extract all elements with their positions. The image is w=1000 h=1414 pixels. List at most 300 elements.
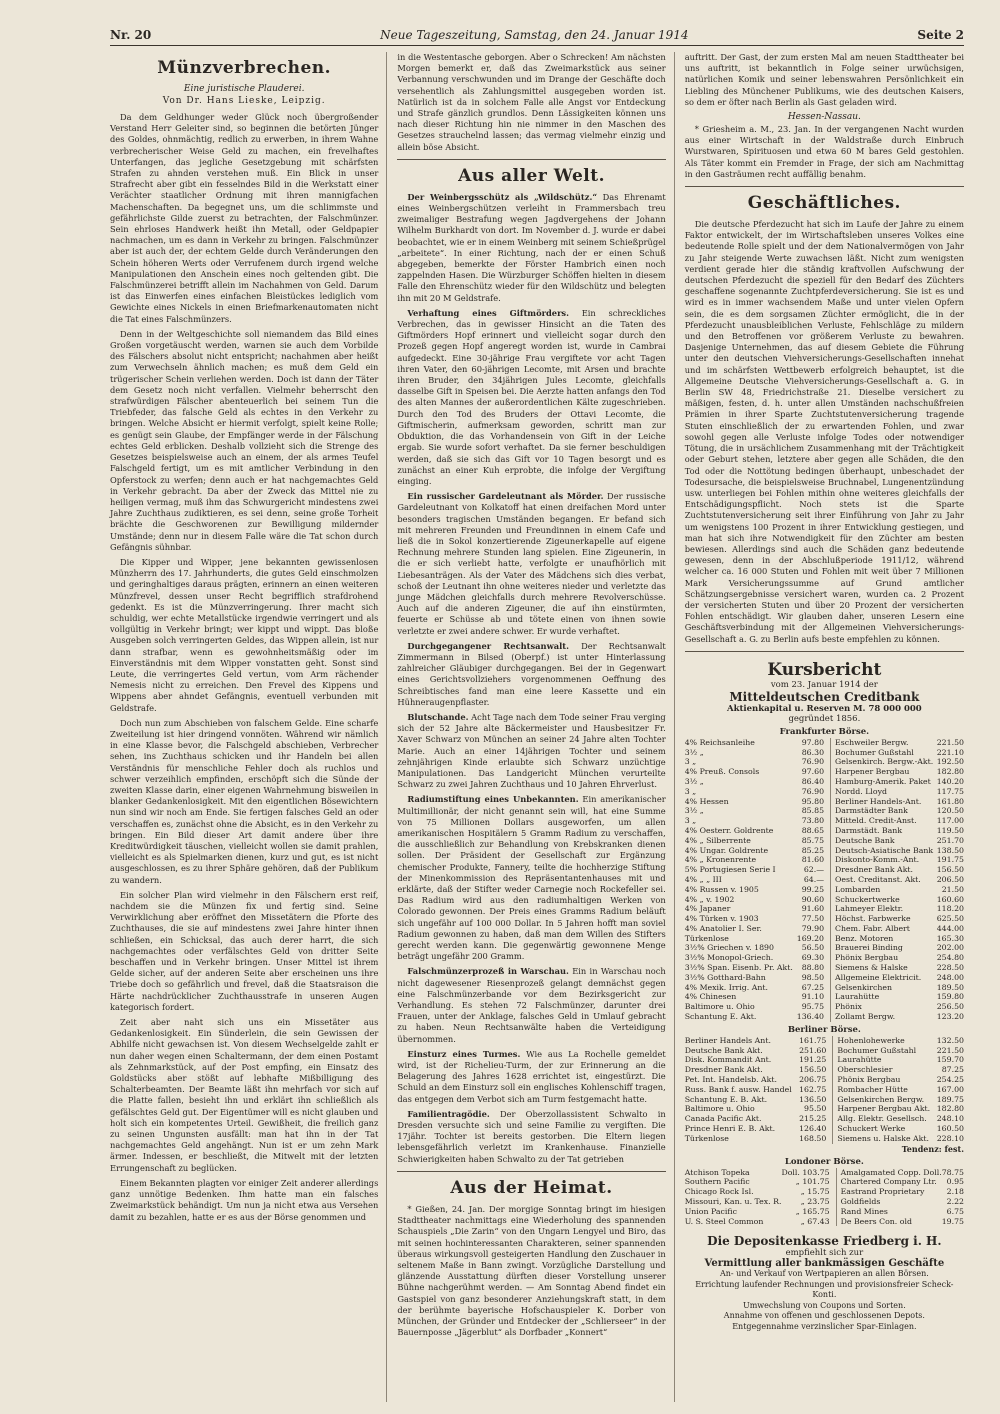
security-price: „ 101.75 xyxy=(781,1177,836,1187)
security-price: 118.20 xyxy=(936,904,965,914)
article-subtitle: Eine juristische Plauderei. xyxy=(183,84,305,94)
security-name: Chartered Company Ltr. xyxy=(840,1177,937,1187)
section-title-aus-der-heimat: Aus der Heimat. xyxy=(450,1177,613,1198)
security-name: Southern Pacific xyxy=(684,1177,750,1187)
security-price: 69.30 xyxy=(796,953,831,963)
security-name: Hohenlohewerke xyxy=(837,1035,905,1045)
divider xyxy=(685,186,964,187)
security-name: Schantung E. Akt. xyxy=(684,1012,757,1022)
security-price: 156.50 xyxy=(797,1065,833,1075)
section-title-geschaeftliches: Geschäftliches. xyxy=(747,193,901,214)
security-name: Siemens & Halske xyxy=(835,963,908,973)
security-price: 67.25 xyxy=(796,983,831,993)
security-price: 95.80 xyxy=(796,797,831,807)
stock-report-date: vom 23. Januar 1914 der xyxy=(770,679,878,690)
quote-row xyxy=(685,1012,964,1022)
security-name: Nordd. Lloyd xyxy=(835,786,887,796)
security-name: 3½ „ xyxy=(684,776,704,786)
security-name: Gelsenkirch. Bergw.-Akt. xyxy=(835,757,934,767)
security-price: 86.30 xyxy=(796,748,831,758)
security-name: Türkenlose xyxy=(684,933,729,943)
security-price: 95.75 xyxy=(796,1002,831,1012)
security-price: 167.00 xyxy=(936,1084,965,1094)
security-price: 228.10 xyxy=(936,1133,965,1143)
security-name: Pet. Int. Handelsb. Akt. xyxy=(684,1075,777,1085)
quote-row xyxy=(685,1065,964,1075)
quote-row xyxy=(685,885,964,895)
advert-subtitle: empfiehlt sich zur xyxy=(785,1248,864,1259)
security-price: 77.50 xyxy=(796,914,831,924)
news-head: Einsturz eines Turmes. xyxy=(407,1048,521,1059)
security-price: 21.50 xyxy=(941,884,965,894)
quotes-table-berlin xyxy=(685,1036,964,1144)
security-name: Laurahütte xyxy=(835,992,880,1002)
security-name: Phönix Bergbau xyxy=(835,953,899,963)
security-price: 120.50 xyxy=(936,806,965,816)
security-name: Canada Pacific Akt. xyxy=(684,1114,762,1124)
security-price: 159.70 xyxy=(936,1055,965,1065)
security-name: Dresdner Bank Akt. xyxy=(835,865,914,875)
divider xyxy=(397,159,665,160)
security-price: 79.90 xyxy=(796,924,831,934)
quote-row xyxy=(685,973,964,983)
region-heading: Hessen-Nassau. xyxy=(787,112,861,123)
quote-row xyxy=(685,816,964,826)
security-name: 4% Preuß. Consols xyxy=(684,767,760,777)
security-price: 90.60 xyxy=(796,895,831,905)
security-name: Harpener Bergbau xyxy=(835,767,910,777)
news-item xyxy=(397,308,665,487)
security-price: 182.80 xyxy=(936,767,965,777)
security-name: Phönix xyxy=(835,1002,862,1012)
security-price: 136.50 xyxy=(797,1095,833,1105)
security-name: Lahmeyer Elektr. xyxy=(835,904,904,914)
security-price: 99.25 xyxy=(796,885,831,895)
security-price: 2.18 xyxy=(946,1187,965,1197)
quote-row xyxy=(685,865,964,875)
security-price: 81.60 xyxy=(796,855,831,865)
news-head: Falschmünzerprozeß in Warschau. xyxy=(407,966,569,977)
security-name: Darmstädter Bank xyxy=(835,806,908,816)
security-name: Schuckert Werke xyxy=(837,1124,906,1134)
security-price: 78.75 xyxy=(941,1167,965,1177)
quote-row xyxy=(685,1095,964,1105)
security-name: Darmstädt. Bank xyxy=(835,825,903,835)
news-text: Ein in Warschau noch nicht dagewesener Riesenprozeß gelangt demnächst gegen eine Falschmünzerbande vor dem Bezirksgericht zur Verhandlung. Es stehen 72 Falschmünzer, darunter drei Frauen, unter der Anklage, falsches Geld in Umlauf gebracht zu haben. Neun Rechtsanwälte haben die Verteidigung übernommen. xyxy=(397,966,666,1044)
security-name: Berliner Handels Ant. xyxy=(684,1035,771,1045)
advert-title: Die Depositenkasse Friedberg i. H. xyxy=(707,1234,942,1249)
security-name: 3½% Span. Eisenb. Pr. Akt. xyxy=(684,963,793,973)
security-price: 228.50 xyxy=(936,963,965,973)
security-price: 64.— xyxy=(796,875,831,885)
news-head: Der Weinbergsschütz als „Wildschütz.“ xyxy=(407,191,598,202)
quote-row xyxy=(685,738,964,748)
security-price: 162.75 xyxy=(797,1085,833,1095)
quote-row xyxy=(685,1187,964,1197)
exchange-heading-frankfurt: Frankfurter Börse. xyxy=(779,726,870,737)
security-name: Deutsch-Asiatische Bank xyxy=(835,845,934,855)
security-name: 3 „ xyxy=(684,757,697,767)
security-name: Gelsenkirchen xyxy=(835,982,892,992)
article-paragraph: Zeit aber naht sich uns ein Missetäter aus Gedankenlosigkeit. Ein Sünderlein, die sein Gewissen der Abhilfe nicht gewachsen ist. Von diesem Wechselgelde zahlt er nun daher wegen einen Schaltermann, der dem einen Postamt als Zehnmarkstück, auf der Post empfing, ein Einsatz des Goldstücks aber stößt auf lebhafte Mißbilligung des Schalterbeamten. Der Beamte läßt ihn mehrfach vor sich auf die Platte fallen, besieht ihn und erklärt ihn schließlich als gefälschtes Geld gut. Der Eigentümer will es nicht glauben und holt sich ein kompetentes Urteil. Gewißheit, die freilich ganz zu seinen Ungunsten ausfällt: man hat ihn in der Tat nachgemachtes Geld angehängt. Nun ist er um zehn Mark ärmer. Indessen, er beschließt, die Mitwelt mit der letzten Errungenschaft zu beglücken. xyxy=(110,1017,379,1173)
news-text: Ein schreckliches Verbrechen, das in gewisser Hinsicht an die Taten des Giftmörders Hopf erinnert und vielleicht sogar durch den Prozeß gegen Hopf angeregt worden ist, wurde in Cambrai aufgedeckt. Eine 30-jährige Frau vergiftete vor acht Tagen ihren Vater, den 60-jährigen Lecomte, mit Arsen und brachte ihren Bruder, den 34jährigen Jules Lecomte, gleichfalls dasselbe Gift in Speisen bei. Die Aerzte hatten anfangs den Tod des alten Mannes der außerordentlichen Kälte zugeschrieben. Durch den Tod des Bruders der Ottavi Lecomte, die Giftmischerin, aufmerksam geworden, schritt man zur Obduktion, die das Vorhandensein von Gift in der Leiche ergab. Sie wurde sofort verhaftet. Da sie ferner beschuldigen werden, daß sie sich das Gift vor 10 Tagen besorgt und es zunächst an einer Kuh erprobte, die infolge der Vergiftung einging. xyxy=(397,307,666,486)
quote-row xyxy=(685,757,964,767)
quote-row xyxy=(685,1085,964,1095)
quote-row xyxy=(685,1168,964,1178)
news-item xyxy=(397,966,665,1044)
security-price: 182.80 xyxy=(936,1104,965,1114)
security-name: Oberschlesier xyxy=(837,1065,893,1075)
security-price: 138.50 xyxy=(936,845,965,855)
quote-row xyxy=(685,1114,964,1124)
advert-line: Entgegennahme verzinslicher Spar-Einlagen. xyxy=(732,1321,917,1331)
security-name: 3½% Gotthard-Bahn xyxy=(684,972,766,982)
security-name: 4% Oesterr. Goldrente xyxy=(684,825,774,835)
news-item xyxy=(397,1049,665,1105)
security-price: 256.50 xyxy=(936,1002,965,1012)
security-price: „ 15.75 xyxy=(781,1187,836,1197)
column-2 xyxy=(397,52,674,1402)
news-head: Verhaftung eines Giftmörders. xyxy=(407,307,569,318)
security-price: 6.75 xyxy=(946,1206,965,1216)
security-name: 3½% Monopol-Griech. xyxy=(684,953,774,963)
security-price: 73.80 xyxy=(796,816,831,826)
quote-row xyxy=(685,943,964,953)
security-name: Lombarden xyxy=(835,884,881,894)
security-price: 189.50 xyxy=(936,982,965,992)
security-price: 159.80 xyxy=(936,992,965,1002)
security-price: 117.75 xyxy=(936,786,965,796)
quote-row xyxy=(685,924,964,934)
security-name: Baltimore u. Ohio xyxy=(684,1002,755,1012)
security-name: Prince Henri E. B. Akt. xyxy=(684,1124,776,1134)
news-item xyxy=(397,491,665,637)
security-price: 254.80 xyxy=(936,953,965,963)
security-price: 189.75 xyxy=(936,1094,965,1104)
security-name: 3 „ xyxy=(684,786,697,796)
news-head: Radiumstiftung eines Unbekannten. xyxy=(407,794,579,805)
security-name: 3½ „ xyxy=(684,747,704,757)
security-name: Allgemeine Elektricit. xyxy=(835,972,922,982)
local-news-item: * Gießen, 24. Jan. Der morgige Sonntag bringt im hiesigen Stadttheater nachmittags eine Wiederholung des spannenden Schauspiels „Die Zarin“ von den Ungarn Lengyel und Biro, das mit seinen hochinteressanten Charakteren, seiner spannenden überaus wirkungsvoll gesteigerten Handlung den Zuschauer in seltenem Maße in Bann zwingt. Vorzügliche Darstellung und glänzende Ausstattung dürften dieser Vorstellung unserer Bühne nachgerühmt werden. — Am Sonntag Abend findet ein Gastspiel von ganz besonderer Anziehungskraft statt, in dem der berühmte bayerische Hofschauspieler K. Dorber von München, der Gründer und Entdecker der „Schlierseer“ in der Bauernposse „Jägerblut“ als Dorfbader „Konnert“ xyxy=(397,1203,666,1338)
security-name: Diskonto-Komm.-Ant. xyxy=(835,855,920,865)
security-price: 85.25 xyxy=(796,846,831,856)
security-price: 97.80 xyxy=(796,738,831,748)
security-price: 444.00 xyxy=(936,923,965,933)
security-name: 4% Türken v. 1903 xyxy=(684,914,759,924)
security-name: Russ. Bank f. ausw. Handel xyxy=(684,1084,792,1094)
columns xyxy=(110,52,964,1402)
quote-row xyxy=(685,983,964,993)
column-3 xyxy=(685,52,964,1402)
bank-capital: Aktienkapital u. Reserven M. 78 000 000 xyxy=(727,703,922,714)
security-name: 4% Russen v. 1905 xyxy=(684,884,759,894)
masthead xyxy=(110,28,964,46)
security-price: 140.20 xyxy=(936,776,965,786)
article-title-muenzverbrechen: Münzverbrechen. xyxy=(157,58,332,78)
quote-row xyxy=(685,1134,964,1144)
bank-founded: gegründet 1856. xyxy=(788,713,861,724)
quote-row xyxy=(685,895,964,905)
business-article: Die deutsche Pferdezucht hat sich im Laufe der Jahre zu einem Faktor entwickelt, der im Wirtschaftsleben unseres Volkes eine bedeutende Rolle spielt und der dem Nationalvermögen von Jahr zu Jahr steigende Werte zuwachsen läßt. Nicht zum wenigsten verdient gerade hier die ständig kraftvollen Aufschwung der deutschen Pferdezucht die speziell für den Bedarf des Züchters geschaffene sogenannte Zuchtpferdeversicherung. Sie ist es und wird es in immer wachsendem Maße und unter vielen Opfern sein, die es dem sorgsamen Züchter ermöglicht, die in der Pferdezucht unausbleiblichen Verluste, Fehlschläge zu mildern und den Betroffenen vor größerem Verluste zu bewahren. Dasjenige Unternehmen, das auf diesem Gebiete die Führung unter den deutschen Viehversicherungs-Gesellschaften innehat und im schärfsten Wettbewerb erfolgreich behauptet, ist die Allgemeine Deutsche Viehversicherungs-Gesellschaft a. G. in Berlin SW 48, Friedrichstraße 21. Dieselbe versichert zu mäßigen, festen, d. h. unter allen Umständen nachschußfreien Prämien in ihrer Sparte Zuchtstutenversicherung tragende Stuten einschließlich der zu erwartenden Fohlen, und zwar sowohl gegen alle Verluste infolge Todes oder notwendiger Tötung, die in ursächlichem Zusammenhang mit der Trächtigkeit oder Geburt stehen, letztere aber gegen alle Schäden, die den Tod oder die Nottötung bedingen überhaupt, unbeschadet der Todesursache, die beispielsweise Bruchnabel, Lungenentzündung usw. unterliegen bei Fohlen mithin ohne weiteres gleichfalls der Entschädigungspflicht. Noch stets ist die Sparte Zuchtstutenversicherung seit ihrer Einführung von Jahr zu Jahr um wenigstens 100 Prozent in ihrer Entwicklung gestiegen, und man hat sich ihre Notwendigkeit für den Züchter am besten bewiesen. Allerdings sind auch die Schäden ganz bedeutende gewesen, denn in der Abschlußperiode 1911/12, während welcher ca. 16 000 Stuten und Fohlen mit weit über 7 Millionen Mark Versicherungssumme auf Grund amtlicher Schätzungsergebnisse versichert waren, wurden ca. 2 Prozent der versicherten Stuten und über 20 Prozent der versicherten Fohlen entschädigt. Wir glauben daher, unseren Lesern eine Geschäftsverbindung mit der Allgemeinen Viehversicherungs-Gesellschaft a. G. zu Berlin aufs beste empfehlen zu können. xyxy=(684,219,965,644)
news-head: Familientragödie. xyxy=(407,1108,490,1119)
news-text: Wie aus La Rochelle gemeldet wird, ist der Richelieu-Turm, der zur Erinnerung an die Belagerung des Jahres 1628 errichtet ist, eingestürzt. Die Schuld an dem Einsturz soll ein englisches Kohlenschiff tragen, das entgegen dem Verbot sich am Turm festgemacht hatte. xyxy=(397,1048,666,1104)
security-name: 4% Ungar. Goldrente xyxy=(684,845,769,855)
security-price: 160.60 xyxy=(936,894,965,904)
security-price: 251.70 xyxy=(936,835,965,845)
security-price: „ 67.43 xyxy=(781,1217,836,1227)
security-price: 56.50 xyxy=(796,943,831,953)
section-title-aus-aller-welt: Aus aller Welt. xyxy=(458,165,605,186)
security-price: 168.50 xyxy=(797,1134,833,1144)
news-head: Blutschande. xyxy=(407,711,469,722)
advert-line: An- und Verkauf von Wertpapieren an allen Börsen. xyxy=(719,1269,929,1279)
security-price: 88.65 xyxy=(796,826,831,836)
security-price: 248.00 xyxy=(936,972,965,982)
security-price: 91.60 xyxy=(796,904,831,914)
security-name: 4% „ „ III xyxy=(684,874,722,884)
security-name: Benz. Motoren xyxy=(835,933,894,943)
quote-row xyxy=(685,1075,964,1085)
security-name: Brauerei Binding xyxy=(835,943,903,953)
security-name: Baltimore u. Ohio xyxy=(684,1104,755,1114)
security-price: 76.90 xyxy=(796,787,831,797)
security-price: 254.25 xyxy=(936,1075,965,1085)
bank-name: Mitteldeutschen Creditbank xyxy=(729,689,920,704)
security-name: 4% Hessen xyxy=(684,796,729,806)
quote-row xyxy=(685,797,964,807)
issue-number: Nr. 20 xyxy=(110,28,152,42)
berlin-tendency: Tendenz: fest. xyxy=(901,1143,965,1154)
news-item xyxy=(397,794,665,962)
security-price: „ 23.75 xyxy=(781,1197,836,1207)
security-name: De Beers Con. old xyxy=(840,1216,912,1226)
security-price: 161.75 xyxy=(797,1036,833,1046)
security-price: „ 165.75 xyxy=(781,1207,836,1217)
security-name: Zollamt Bergw. xyxy=(835,1012,896,1022)
security-name: Harpener Bergbau Akt. xyxy=(837,1104,931,1114)
security-name: Eschweiler Bergw. xyxy=(835,737,909,747)
security-price: 76.90 xyxy=(796,757,831,767)
security-price: 156.50 xyxy=(936,865,965,875)
security-price: 119.50 xyxy=(936,825,965,835)
security-price: 123.20 xyxy=(936,1012,965,1022)
security-price: 19.75 xyxy=(941,1216,965,1226)
security-price: 169.20 xyxy=(796,934,831,944)
security-name: Siemens u. Halske Akt. xyxy=(837,1133,930,1143)
quote-row xyxy=(685,963,964,973)
security-price: 2.22 xyxy=(946,1197,965,1207)
security-name: U. S. Steel Common xyxy=(684,1216,764,1226)
security-name: 4% Chinesen xyxy=(684,992,737,1002)
security-price: 87.25 xyxy=(941,1065,965,1075)
news-text: Das Ehrenamt eines Weinbergschützen verleiht in Frammersbach treu zweimaliger Bestrafung wegen Jagdvergehens der Johann Wilhelm Burkhardt von dort. Im November d. J. wurde er dabei beobachtet, wie er in einem Weinberg mit seinem Schießprügel „arbeitete“. In einer Richtung, nach der er einen Schuß abgegeben, bemerkte der Förster Hambrich einen noch zappelnden Hasen. Die Würzburger Schöffen hielten in diesem Falle den Ehrenschütz wieder für den Wildschütz und belegten ihn mit 20 M Geldstrafe. xyxy=(397,191,666,303)
security-price: 98.50 xyxy=(796,973,831,983)
security-price: 165.30 xyxy=(936,933,965,943)
security-name: Disk. Kommandit Ant. xyxy=(684,1055,772,1065)
security-name: 4% Reichsanleihe xyxy=(684,737,755,747)
exchange-heading-berlin: Berliner Börse. xyxy=(787,1024,861,1035)
security-name: Mitteld. Credit-Anst. xyxy=(835,816,917,826)
security-name: Laurahütte xyxy=(837,1055,882,1065)
quote-row xyxy=(685,767,964,777)
quote-row xyxy=(685,1207,964,1217)
security-price: 95.50 xyxy=(797,1104,833,1114)
advert-headline: Vermittlung aller bankmässigen Geschäfte xyxy=(704,1258,945,1270)
security-price: 117.00 xyxy=(936,816,965,826)
page-number: Seite 2 xyxy=(917,28,964,42)
quote-row xyxy=(685,1055,964,1065)
security-name: Höchst. Farbwerke xyxy=(835,914,911,924)
security-name: Deutsche Bank xyxy=(835,835,895,845)
security-price: 191.25 xyxy=(797,1055,833,1065)
security-name: Schuckertwerke xyxy=(835,894,900,904)
security-name: 4% „ Silberrente xyxy=(684,835,751,845)
regional-news-item: * Griesheim a. M., 23. Jan. In der vergangenen Nacht wurden aus einer Wirtschaft in der Waldstraße durch Einbruch Wurstwaren, Spirituosen und etwa 60 M bares Geld gestohlen. Als Täter kommt ein Fremder in Frage, der sich am Nachmittag in den Gasträumen recht auffällig benahm. xyxy=(684,124,965,179)
security-name: Phönix Bergbau xyxy=(837,1075,901,1085)
stock-report-title: Kursbericht xyxy=(767,659,882,680)
security-price: 126.40 xyxy=(797,1124,833,1134)
security-price: 161.80 xyxy=(936,796,965,806)
security-name: Chicago Rock Isl. xyxy=(684,1187,754,1197)
article-continuation: in die Westentasche geborgen. Aber o Schrecken! Am nächsten Morgen bemerkt er, daß das Zweimarkstück aus seiner Verbannung verschwunden und im Drange der Geschäfte doch versehentlich als Zahlungsmittel ausgegeben worden ist. Natürlich ist da in solchem Falle alle Angst vor Entdeckung und Strafe gänzlich grundlos. Denn Lässigkeiten können uns nach dieser Richtung hin nie nimmer in den Maschen des Gesetzes strauchelnd lassen; das vermag vielmehr einzig und allein böse Absicht. xyxy=(397,52,666,152)
security-name: Rand Mines xyxy=(840,1206,888,1216)
security-name: Gelsenkirchen Bergw. xyxy=(837,1094,925,1104)
article-paragraph: Ein solcher Plan wird vielmehr in den Fälschern erst reif, nachdem sie die Münzen fix und fertig sind. Seine Verwirklichung aber eröffnet den Missetätern die Pforte des Zuchthauses, die sie auf mindestens zwei Jahre hinter ihnen schließen, ein Schicksal, das auch derer harrt, die sich nachgemachtes oder verfälschtes Geld von dritter Seite beschaffen und in Verkehr bringen. Unser Mittel ist ihrem Gelde sicher, auf der anderen Seite aber erscheinen uns ihre Triebe doch so gefährlich und frevel, daß die Staatsraison die Härte nachdrücklicher Zuchthausstrafe in unseren Augen kategorisch fordert. xyxy=(110,889,379,1012)
security-price: 160.50 xyxy=(936,1124,965,1134)
quote-row xyxy=(685,1217,964,1227)
quote-row xyxy=(685,836,964,846)
security-price: 136.40 xyxy=(796,1012,831,1022)
security-name: Chem. Fabr. Albert xyxy=(835,923,910,933)
security-name: Bochumer Gußstahl xyxy=(837,1045,917,1055)
news-text: Der Rechtsanwalt Zimmermann in Bilsed (Oberpf.) ist unter Hinterlassung zahlreicher Gläubiger durchgegangen. Bei der in Gegenwart eines Gerichtsvollziehers vorgenommenen Oeffnung des Schreibtisches fand man eine leere Kassette und ein Hühneraugenpflaster. xyxy=(397,640,666,707)
news-item xyxy=(397,192,665,304)
divider xyxy=(685,651,964,652)
security-name: Oest. Creditanst. Akt. xyxy=(835,874,921,884)
security-price: 88.80 xyxy=(796,963,831,973)
security-name: Bochumer Gußstahl xyxy=(835,747,914,757)
security-price: 62.— xyxy=(796,865,831,875)
security-price: 206.50 xyxy=(936,874,965,884)
divider xyxy=(397,1171,665,1172)
security-name: Union Pacific xyxy=(684,1206,737,1216)
article-paragraph: Doch nun zum Abschieben von falschem Gelde. Eine scharfe Zweiteilung ist hier dringend vonnöten. Während wir nämlich in eine Klasse bevor, die Falschgeld abschieben, Verbrecher sehen, ins Zuchthaus schicken und ihr Handeln bei allen Verständnis für menschliche Fehler doch als ruchlos und schwer verzeihlich empfinden, erschöpft sich die Sünde der zweiten Klasse darin, einer eigenen Wahrnehmung bisweilen in blanker Gedankenlosigkeit. Mit den eigentlichen Bösewichtern nun sind wir noch am Ende. Sie fertigen falsches Geld an oder verschaffen es, zunächst ohne die Absicht, es in den Verkehr zu bringen. Ein Bild dieser Art damit andere über ihre Kreditwürdigkeit täuschen, vielleicht wollen sie damit prahlen, vielleicht es als Spielmarken dienen, kurz und gut, es ist nicht ausgeschlossen, es zu ihrer Sphäre gehören, daß der Publikum zu wandern. xyxy=(110,717,379,885)
quote-row xyxy=(685,992,964,1002)
security-name: Deutsche Bank Akt. xyxy=(684,1045,763,1055)
news-text: Der russische Gardeleutnant von Kolkatoff hat einen dreifachen Mord unter besonders tragischen Umständen begangen. Er befand sich mit mehreren Freunden und Freundinnen in einem Cafe und ließ die in Sokol konzertierende Zigeunerkapelle auf eigene Rechnung mehrere Stunden lang spielen. Eine Zigeunerin, in die er sich verliebt hatte, verfolgte er unaufhörlich mit Liebesanträgen. Als der Vater des Mädchens sich dies verbat, schoß der Leutnant ihn ohne weiteres nieder und verletzte das junge Mädchen gleichfalls durch mehrere Revolverschüsse. Auch auf die anderen Zigeuner, die auf ihn einstürmten, feuerte er Schüsse ab und tötete einen von ihnen sowie verletzte er zwei andere schwer. Er wurde verhaftet. xyxy=(397,491,666,636)
security-name: Goldfields xyxy=(840,1197,881,1207)
quote-row xyxy=(685,806,964,816)
news-text: Ein amerikanischer Multimillionär, der nicht genannt sein will, hat eine Summe von 75 Millionen Dollars ausgeworfen, um allen amerikanischen Hospitälern 5 Gramm Radium zu verschaffen, die ausschließlich zur Behandlung von Krebskranken dienen sollen. Der Präsident der Gesellschaft zur Ergänzung chemischer Produkte, Fannery, teilte die hochherzige Stiftung der Minenkommission des Repräsentantenhauses mit und erklärte, daß der Stifter weder Carnegie noch Rockefeller sei. Das Radium wird aus den radiumhaltigen Werken von Colorado gewonnen. Der Preis eines Gramms Radium beläuft sich ungefähr auf 100 000 Dollar. In 5 Jahren hofft man soviel Radium gewonnen zu haben, daß man dem Willen des Stifters gerecht werden kann. Die gegenwärtig gewonnene Menge beträgt ungefähr 200 Gramm. xyxy=(397,794,666,962)
quotes-table-frankfurt xyxy=(685,738,964,1022)
security-name: Allg. Elektr. Gesellsch. xyxy=(837,1114,927,1124)
quote-row xyxy=(685,914,964,924)
news-text: Acht Tage nach dem Tode seiner Frau verging sich der 52 Jahre alte Bäckermeister und Hausbesitzer Fr. Xaver Schwarz von München an seiner 24 Jahre alten Tochter Marie. Auch an einer 14jährigen Tochter und seinem zehnjährigen Kinde erlaubte sich Schwarz unzüchtige Manipulationen. Das Landgericht München verurteilte Schwarz zu zwei Jahren Zuchthaus und 10 Jahren Ehrverlust. xyxy=(397,711,666,790)
security-name: 4% Japaner xyxy=(684,904,731,914)
security-price: 625.50 xyxy=(936,914,965,924)
quote-row xyxy=(685,855,964,865)
news-item xyxy=(397,1109,665,1165)
security-name: Atchison Topeka xyxy=(684,1167,750,1177)
security-price: 0.95 xyxy=(946,1177,965,1187)
quote-row xyxy=(685,875,964,885)
security-price: 192.50 xyxy=(936,757,965,767)
security-name: 4% Anatolier I. Ser. xyxy=(684,923,762,933)
security-price: 248.10 xyxy=(936,1114,965,1124)
quote-row xyxy=(685,1002,964,1012)
article-byline: Von Dr. Hans Lieske, Leipzig. xyxy=(162,96,326,106)
quote-row xyxy=(685,826,964,836)
quote-row xyxy=(685,1104,964,1114)
advert-line: Umwechslung von Coupons und Sorten. xyxy=(742,1300,906,1310)
quote-row xyxy=(685,1124,964,1134)
security-price: 97.60 xyxy=(796,767,831,777)
quote-row xyxy=(685,953,964,963)
news-head: Durchgegangener Rechtsanwalt. xyxy=(407,640,569,651)
security-price: 221.50 xyxy=(936,737,965,747)
security-name: Schantung E. B. Akt. xyxy=(684,1094,768,1104)
security-name: 4% „ Kronenrente xyxy=(684,855,757,865)
advert-line: Annahme von offenen und geschlossenen Depots. xyxy=(723,1311,925,1321)
news-text: Der Oberzollassistent Schwalto in Dresden versuchte sich und seine Familie zu vergiften. Die 17jähr. Tochter ist bereits gestorben. Die Eltern liegen lebensgefährlich verletzt im Krankenhause. Finanzielle Schwierigkeiten haben Schwalto zu der Tat getrieben xyxy=(397,1108,666,1164)
exchange-heading-london: Londoner Börse. xyxy=(784,1156,864,1167)
quote-row xyxy=(685,777,964,787)
column-1 xyxy=(110,52,387,1402)
quote-row xyxy=(685,1036,964,1046)
security-price: 132.50 xyxy=(936,1035,965,1045)
security-name: Türkenlose xyxy=(684,1133,729,1143)
security-name: Dresdner Bank Akt. xyxy=(684,1065,763,1075)
security-name: 4% „ v. 1902 xyxy=(684,894,735,904)
news-item xyxy=(397,712,665,790)
security-price: Doll. 103.75 xyxy=(781,1168,836,1178)
security-price: 86.40 xyxy=(796,777,831,787)
security-name: Berliner Handels-Ant. xyxy=(835,796,922,806)
news-item xyxy=(397,641,665,708)
article-continuation: auftritt. Der Gast, der zum ersten Mal am neuen Stadttheater bei uns auftritt, ist bekanntlich in Folge seiner urwüchsigen, natürlichen Komik und seiner lebenswahren Persönlichkeit ein Liebling des Münchener Publikums, wie des deutschen Kaisers, so dem er öfter nach Berlin als Gast geladen wird. xyxy=(684,52,965,107)
security-name: Hamburg-Amerik. Paket xyxy=(835,776,931,786)
quote-row xyxy=(685,748,964,758)
article-paragraph: Einem Bekannten plagten vor einiger Zeit anderer allerdings ganz unnötige Bedenken. Ihm hatte man ein falsches Zweimarkstück behändigt. Um nun ja nicht etwa aus Versehen damit zu bezahlen, hatte er es aus der Börse genommen und xyxy=(110,1177,379,1222)
quote-row xyxy=(685,1177,964,1187)
quote-row xyxy=(685,934,964,944)
security-price: 221.50 xyxy=(936,1045,965,1055)
security-name: 5% Portugiesen Serie I xyxy=(684,865,776,875)
security-name: 3 „ xyxy=(684,816,697,826)
quote-row xyxy=(685,846,964,856)
quotes-table-london xyxy=(685,1168,964,1227)
quote-row xyxy=(685,787,964,797)
security-price: 202.00 xyxy=(936,943,965,953)
article-paragraph: Da dem Geldhunger weder Glück noch übergroßender Verstand Herr Geleiter sind, so beginnen die betörten Jünger des Goldes, ohnmächtig, redlich zu erwerben, in ihrem Wahne verbrecherischer Weise Geld zu machen, ein frevelhaftes Unterfangen, das jegliche Gesetzgebung mit schärfsten Strafen zu ahnden verstehen muß. Ein Blick in unser Strafrecht aber gibt ein fesselndes Bild in die Werkstatt einer Verächter staatlicher Ordnung mit ihren mannigfachen Machenschaften. Da begegnet uns, um die schlimmste und gefährlichste Gilde zuerst zu betrachten, der Falschmünzer. Sein ehrloses Handwerk heißt ihn Metall, oder Geldpapier nachmachen, um es dann in Verkehr zu bringen. Falschmünzer aber ist auch der, der echtem Gelde durch Veränderungen den Schein höheren Werts oder Verrufenem durch irgend welche Manipulationen den Anschein eines noch geltenden gibt. Die Falschmünzerei betrifft allein im Nachahmen von Geld. Darum ist das Einwerfen eines einfachen Bleistückes lediglich vom Gewichte eines Nickels in einen Briefmarkenautomaten nicht die Tat eines Falschmünzers. xyxy=(110,112,379,324)
security-price: 85.75 xyxy=(796,836,831,846)
security-price: 221.10 xyxy=(936,747,965,757)
security-price: 206.75 xyxy=(797,1075,833,1085)
security-name: 3½% Griechen v. 1890 xyxy=(684,943,774,953)
quote-row xyxy=(685,1197,964,1207)
security-price: 215.25 xyxy=(797,1114,833,1124)
article-paragraph: Die Kipper und Wipper, jene bekannten gewissenlosen Münzherrn des 17. Jahrhunderts, die gutes Geld einschmolzen und geringhaltiges daraus prägten, erinnern an einen weiteren Münzfrevel, dessen unser Recht begrifflich strafdrohend gedenkt. Es ist die Münzverringerung. Ihrer macht sich schuldig, wer echte Metallstücke irgendwie verringert und als vollgültig in Verkehr bringt; wer kippt und wippt. Das bloße Ausgeben solch verringerten Geldes, das Wippen allein, ist nur dann strafbar, wenn es gewohnheitsmäßig oder im Einverständnis mit dem Wipper vonstatten geht. Sonst sind Leute, die verringertes Geld vertun, vom Arm rächender Nemesis nicht zu erreichen. Den Frevel des Kippens und Wippens aber ahndet Gefängnis, eventuell verbunden mit Geldstrafe. xyxy=(110,556,379,713)
security-name: Amalgamated Copp. Doll. xyxy=(840,1167,942,1177)
security-name: Eastrand Proprietary xyxy=(840,1187,925,1197)
security-price: 251.60 xyxy=(797,1046,833,1056)
security-price: 191.75 xyxy=(936,855,965,865)
news-head: Ein russischer Gardeleutnant als Mörder. xyxy=(407,491,604,502)
newspaper-date-line: Neue Tageszeitung, Samstag, den 24. Januar 1914 xyxy=(380,28,689,42)
article-paragraph: Denn in der Weltgeschichte soll niemandem das Bild eines Großen vorgetäuscht werden, warnen sie auch dem Vorbilde des Fälschers absolut nicht entspricht; nachahmen aber heißt zum Verwechseln ähnlich machen; es muß dem Geld ein trügerischer Schein verliehen werden. Doch ist dann der Täter dem Gesetz noch nicht verfallen. Vielmehr beherrscht den strafwürdigen Fälscher abenteuerlich bei seinem Tun die Triebfeder, das falsche Geld als echtes in den Verkehr zu bringen. Welche Absicht er hiermit verfolgt, spielt keine Rolle; es genügt sein Glaube, der Empfänger werde in der Fälschung echtes Geld erblicken. Deshalb vollzieht sich die Strenge des Gesetzes beispielsweise auch an einem, der als armes Teufel Falschgeld fertigt, um es mit amtlicher Verbindung in den Opferstock zu werfen; denn auch er hat nachgemachtes Geld in Verkehr gebracht. Da aber der Zweck das Mittel nie zu heiligen vermag, muß ihm das Schwurgericht mindestens zwei Jahre Zuchthaus zudiktieren, es sei denn, seine große Torheit brächte die Geschworenen zur Bewilligung mildernder Umstände; denn nur in diesem Falle wäre die Tat schon durch Gefängnis sühnbar. xyxy=(110,328,379,552)
quote-row xyxy=(685,1046,964,1056)
